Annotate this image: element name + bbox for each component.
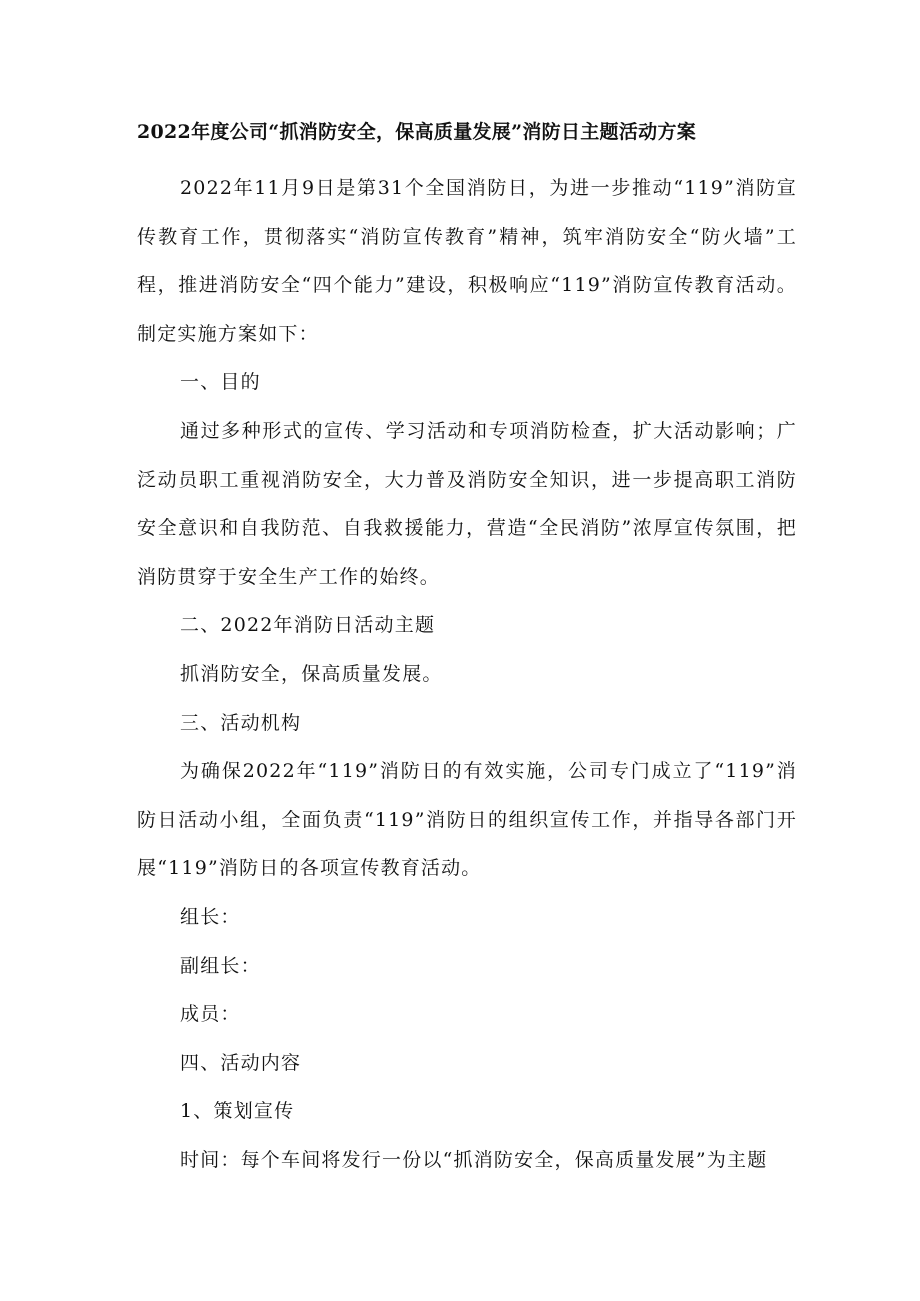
section-heading-theme: 二、2022年消防日活动主题 bbox=[180, 614, 436, 637]
section-heading-activities: 四、活动内容 bbox=[180, 1051, 302, 1074]
purpose-paragraph: 通过多种形式的宣传、学习活动和专项消防检查，扩大活动影响；广泛动员职工重视消防安全，大力普及消防安全知识，进一步提高职工消防安全意识和自我防范、自我救援能力，营造“全民消防”浓厚宣传氛围，把消防贯穿于安全生产工作的始终。 bbox=[137, 419, 797, 588]
publicity-paragraph: 时间：每个车间将发行一份以“抓消防安全，保高质量发展”为主题 bbox=[180, 1148, 768, 1171]
section-heading-purpose: 一、目的 bbox=[180, 371, 261, 394]
team-leader-line: 组长： bbox=[180, 905, 241, 928]
intro-paragraph: 2022年11月9日是第31个全国消防日，为进一步推动“119”消防宣传教育工作，贯彻落实“消防宣传教育”精神，筑牢消防安全“防火墙”工程，推进消防安全“四个能力”建设，积极响应“119”消防宣传教育活动。制定实施方案如下： bbox=[137, 177, 797, 345]
document-title: 2022年度公司“抓消防安全，保高质量发展”消防日主题活动方案 bbox=[137, 121, 697, 143]
members-line: 成员： bbox=[180, 1003, 241, 1026]
deputy-leader-line: 副组长： bbox=[180, 954, 261, 977]
subsection-heading-publicity: 1、策划宣传 bbox=[180, 1100, 295, 1123]
section-heading-organization: 三、活动机构 bbox=[180, 711, 302, 734]
theme-paragraph: 抓消防安全，保高质量发展。 bbox=[180, 662, 443, 685]
organization-paragraph: 为确保2022年“119”消防日的有效实施，公司专门成立了“119”消防日活动小组，全面负责“119”消防日的组织宣传工作，并指导各部门开展“119”消防日的各项宣传教育活动。 bbox=[137, 760, 797, 880]
document-body bbox=[137, 116, 797, 1184]
